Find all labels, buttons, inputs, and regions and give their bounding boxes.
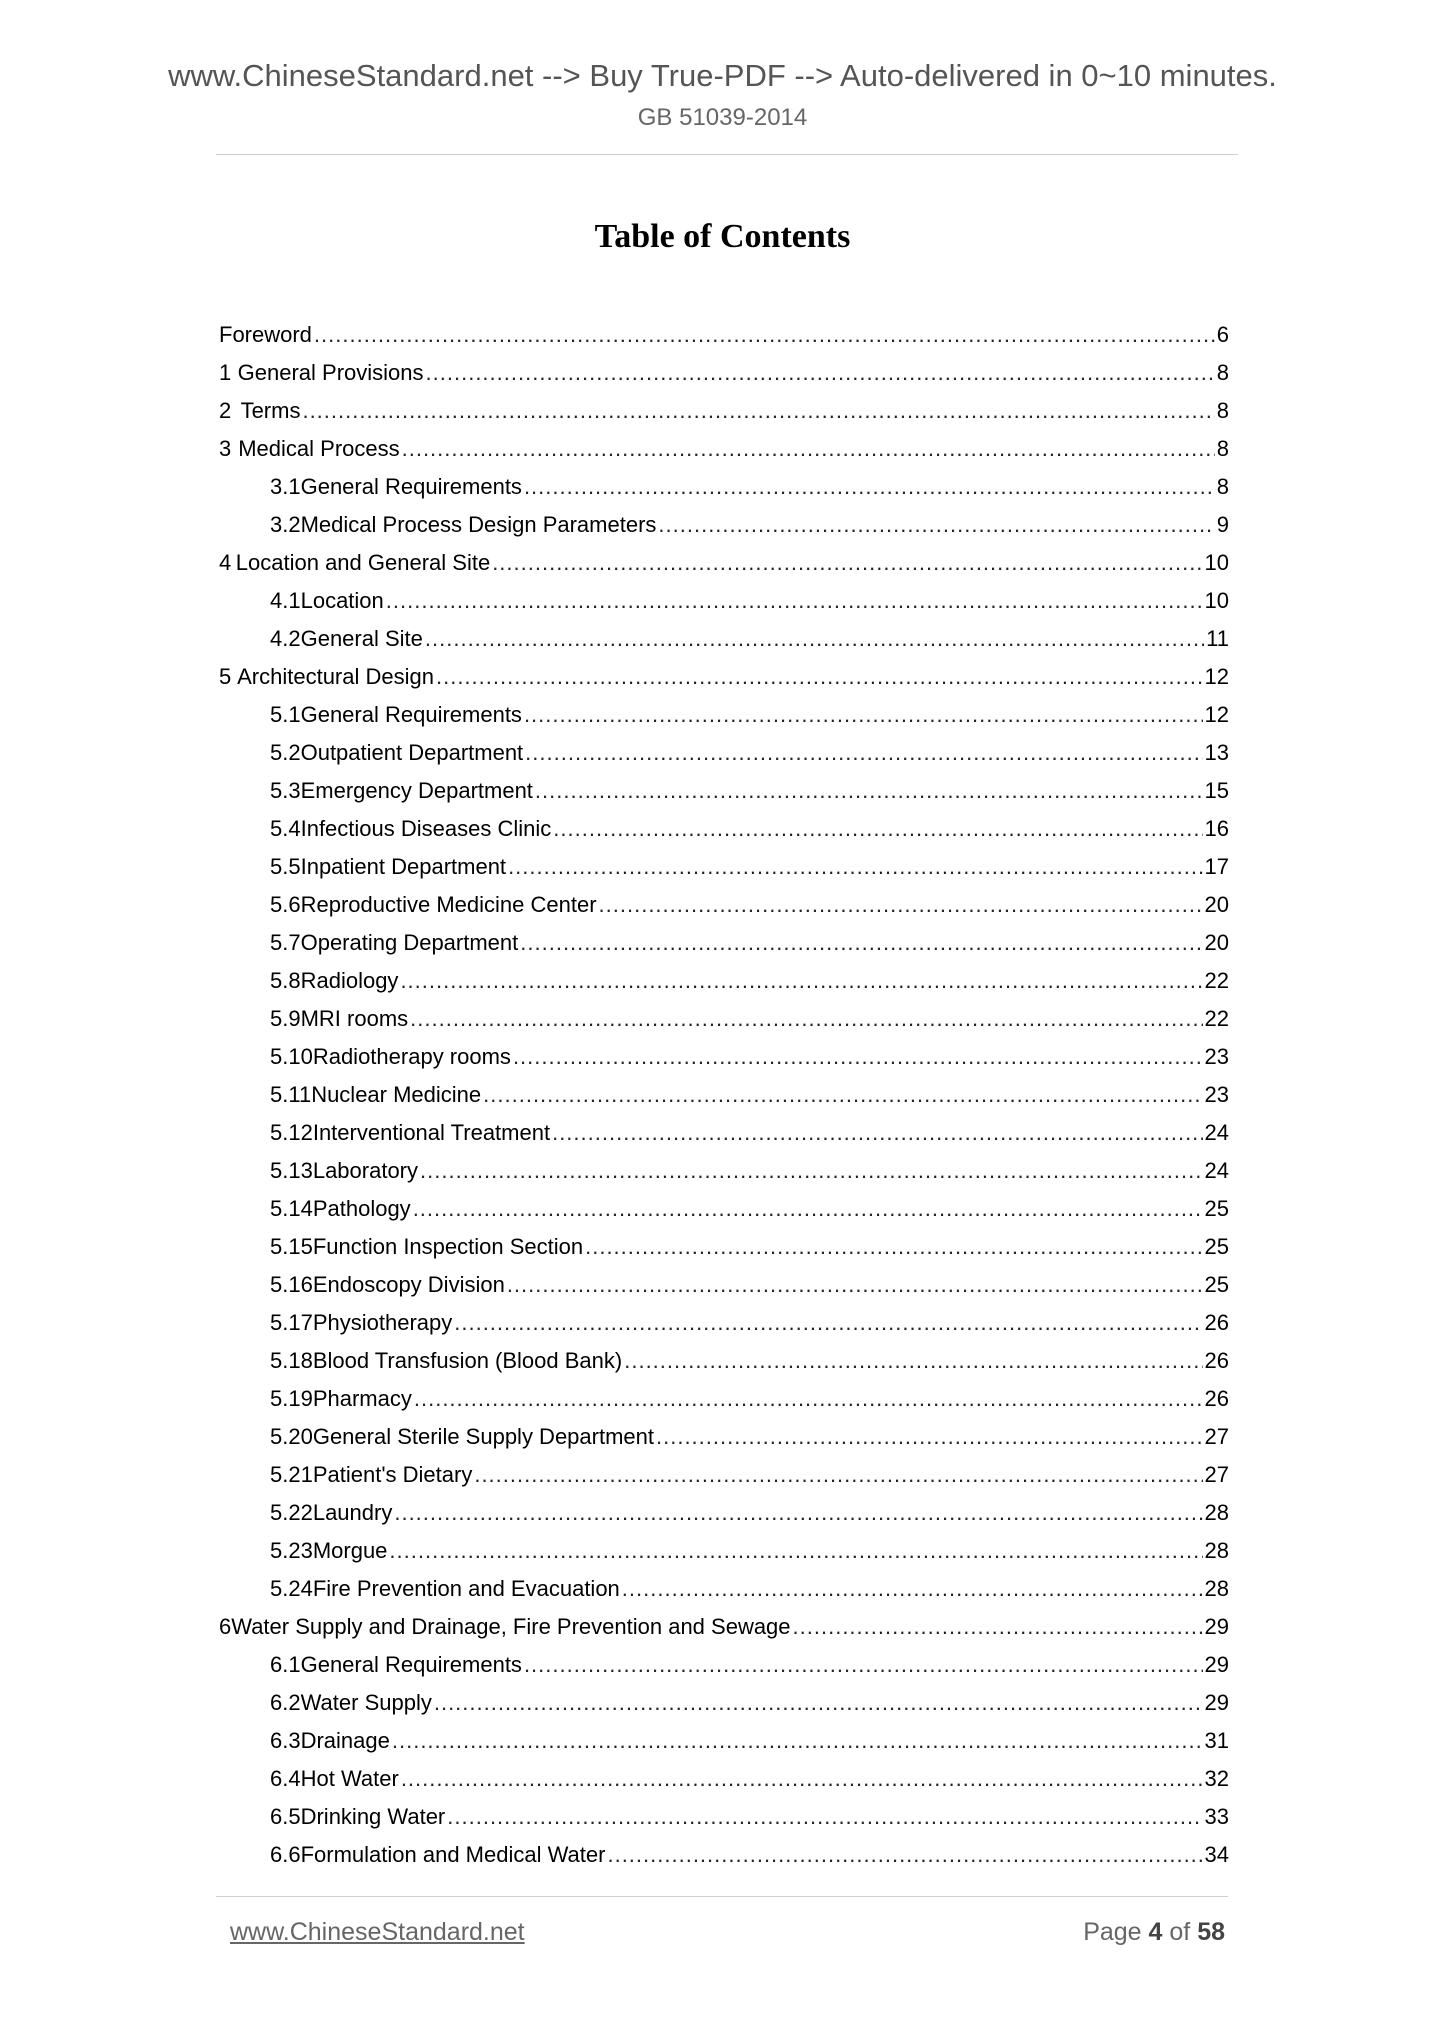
toc-section-number: 5.23 bbox=[270, 1538, 313, 1563]
toc-section-number: 5.15 bbox=[270, 1234, 313, 1259]
toc-section-title: Medical Process bbox=[238, 436, 400, 461]
header-banner: www.ChineseStandard.net --> Buy True-PDF --> Auto-delivered in 0~10 minutes. bbox=[168, 58, 1277, 93]
toc-page-number: 27 bbox=[1204, 1462, 1229, 1487]
toc-page-number: 10 bbox=[1204, 588, 1229, 613]
toc-section-title: Interventional Treatment bbox=[312, 1120, 551, 1145]
toc-dot-leader bbox=[420, 1152, 1203, 1190]
toc-section-number: 3 bbox=[219, 436, 232, 461]
toc-dot-leader bbox=[426, 354, 1215, 392]
toc-section-title: Formulation and Medical Water bbox=[300, 1842, 606, 1867]
toc-section-title: Location and General Site bbox=[235, 550, 491, 575]
toc-section-number: 6.4 bbox=[270, 1766, 301, 1791]
toc-page-number: 28 bbox=[1204, 1500, 1229, 1525]
toc-section-number: 5.12 bbox=[270, 1120, 313, 1145]
toc-section-title: Radiology bbox=[300, 968, 399, 993]
toc-section-number: 5.10 bbox=[270, 1044, 313, 1069]
current-page-number: 4 bbox=[1148, 1918, 1163, 1946]
toc-section-title: General Site bbox=[300, 626, 423, 651]
toc-dot-leader bbox=[314, 316, 1215, 354]
toc-entry[interactable] bbox=[219, 1228, 1229, 1266]
toc-entry[interactable] bbox=[219, 1836, 1229, 1874]
toc-section-number: 5.14 bbox=[270, 1196, 313, 1221]
toc-page-number: 27 bbox=[1204, 1424, 1229, 1449]
toc-section-title: Architectural Design bbox=[237, 664, 434, 689]
toc-section-number: 5.18 bbox=[270, 1348, 313, 1373]
toc-dot-leader bbox=[425, 620, 1204, 658]
toc-entry[interactable] bbox=[219, 316, 1229, 354]
toc-section-title: Nuclear Medicine bbox=[311, 1082, 482, 1107]
toc-page-number: 12 bbox=[1204, 664, 1229, 689]
toc-entry[interactable] bbox=[219, 544, 1229, 582]
toc-section-title: Drainage bbox=[300, 1728, 390, 1753]
toc-dot-leader bbox=[507, 1266, 1203, 1304]
toc-dot-leader bbox=[394, 1494, 1202, 1532]
toc-page-number: 8 bbox=[1216, 474, 1229, 499]
toc-page-number: 8 bbox=[1216, 360, 1229, 385]
toc-page-number: 20 bbox=[1204, 892, 1229, 917]
page-of-label: of bbox=[1162, 1918, 1198, 1946]
toc-page-number: 9 bbox=[1216, 512, 1229, 537]
toc-entry[interactable] bbox=[219, 1076, 1229, 1114]
toc-entry[interactable] bbox=[219, 924, 1229, 962]
toc-dot-leader bbox=[410, 1000, 1202, 1038]
toc-dot-leader bbox=[302, 392, 1214, 430]
toc-entry[interactable] bbox=[219, 772, 1229, 810]
toc-section-title: Morgue bbox=[312, 1538, 388, 1563]
toc-dot-leader bbox=[656, 1418, 1203, 1456]
toc-entry[interactable] bbox=[219, 886, 1229, 924]
toc-dot-leader bbox=[624, 1342, 1202, 1380]
toc-section-number: 2 bbox=[219, 398, 232, 423]
page-prefix: Page bbox=[1083, 1918, 1149, 1946]
toc-page-number: 10 bbox=[1204, 550, 1229, 575]
toc-dot-leader bbox=[454, 1304, 1202, 1342]
toc-entry[interactable] bbox=[219, 430, 1229, 468]
toc-dot-leader bbox=[492, 544, 1202, 582]
toc-section-title: Water Supply bbox=[300, 1690, 432, 1715]
standard-number: GB 51039-2014 bbox=[637, 104, 808, 131]
toc-page-number: 11 bbox=[1206, 626, 1229, 651]
toc-section-title: Operating Department bbox=[300, 930, 519, 955]
toc-section-title: Radiotherapy rooms bbox=[312, 1044, 511, 1069]
toc-entry[interactable] bbox=[219, 962, 1229, 1000]
toc-section-title: Physiotherapy bbox=[312, 1310, 453, 1335]
toc-section-title: Pathology bbox=[312, 1196, 411, 1221]
toc-dot-leader bbox=[508, 848, 1202, 886]
toc-entry[interactable] bbox=[219, 1152, 1229, 1190]
toc-entry[interactable] bbox=[219, 1798, 1229, 1836]
toc-section-title: Foreword bbox=[219, 322, 312, 347]
toc-dot-leader bbox=[585, 1228, 1202, 1266]
toc-page-number: 22 bbox=[1204, 1006, 1229, 1031]
toc-page-number: 25 bbox=[1204, 1234, 1229, 1259]
toc-dot-leader bbox=[552, 1114, 1202, 1152]
toc-dot-leader bbox=[414, 1380, 1203, 1418]
toc-entry[interactable] bbox=[219, 582, 1229, 620]
toc-section-number: 5.4 bbox=[270, 816, 301, 841]
header-divider bbox=[216, 154, 1238, 155]
toc-page-number: 34 bbox=[1204, 1842, 1229, 1867]
toc-page-number: 6 bbox=[1216, 322, 1229, 347]
toc-entry[interactable] bbox=[219, 506, 1229, 544]
toc-entry[interactable] bbox=[219, 1190, 1229, 1228]
toc-dot-leader bbox=[524, 1646, 1203, 1684]
toc-section-title: General Requirements bbox=[300, 1652, 522, 1677]
toc-page-number: 17 bbox=[1204, 854, 1229, 879]
toc-section-number: 5.19 bbox=[270, 1386, 313, 1411]
toc-dot-leader bbox=[392, 1722, 1203, 1760]
page-title: Table of Contents bbox=[594, 218, 851, 255]
toc-dot-leader bbox=[483, 1076, 1202, 1114]
toc-page-number: 24 bbox=[1204, 1158, 1229, 1183]
toc-page-number: 13 bbox=[1204, 740, 1229, 765]
toc-page-number: 26 bbox=[1204, 1386, 1229, 1411]
toc-page-number: 8 bbox=[1216, 436, 1229, 461]
toc-dot-leader bbox=[386, 582, 1203, 620]
toc-section-title: General Sterile Supply Department bbox=[312, 1424, 654, 1449]
toc-entry[interactable] bbox=[219, 696, 1229, 734]
toc-dot-leader bbox=[535, 772, 1203, 810]
toc-section-number: 5.1 bbox=[270, 702, 301, 727]
toc-page-number: 22 bbox=[1204, 968, 1229, 993]
toc-section-title: Outpatient Department bbox=[300, 740, 524, 765]
toc-page-number: 24 bbox=[1204, 1120, 1229, 1145]
toc-entry[interactable] bbox=[219, 1646, 1229, 1684]
toc-entry[interactable] bbox=[219, 392, 1229, 430]
toc-entry[interactable] bbox=[219, 1608, 1229, 1646]
toc-page-number: 16 bbox=[1204, 816, 1229, 841]
toc-dot-leader bbox=[607, 1836, 1202, 1874]
toc-section-number: 5.21 bbox=[270, 1462, 313, 1487]
toc-dot-leader bbox=[520, 924, 1202, 962]
toc-section-number: 5.8 bbox=[270, 968, 301, 993]
toc-section-title: Infectious Diseases Clinic bbox=[300, 816, 552, 841]
toc-dot-leader bbox=[524, 696, 1203, 734]
toc-page-number: 25 bbox=[1204, 1272, 1229, 1297]
toc-page-number: 32 bbox=[1204, 1766, 1229, 1791]
toc-section-title: General Requirements bbox=[300, 702, 522, 727]
toc-page-number: 28 bbox=[1204, 1538, 1229, 1563]
toc-entry[interactable] bbox=[219, 848, 1229, 886]
toc-dot-leader bbox=[389, 1532, 1202, 1570]
toc-section-title: General Provisions bbox=[237, 360, 424, 385]
toc-page-number: 23 bbox=[1204, 1044, 1229, 1069]
toc-page-number: 33 bbox=[1204, 1804, 1229, 1829]
toc-dot-leader bbox=[599, 886, 1203, 924]
footer-website-link[interactable]: www.ChineseStandard.net bbox=[230, 1918, 525, 1946]
toc-section-number: 5.16 bbox=[270, 1272, 313, 1297]
toc-page-number: 26 bbox=[1204, 1310, 1229, 1335]
toc-page-number: 20 bbox=[1204, 930, 1229, 955]
toc-dot-leader bbox=[793, 1608, 1203, 1646]
toc-section-number: 4 bbox=[219, 550, 232, 575]
toc-entry[interactable] bbox=[219, 1532, 1229, 1570]
toc-dot-leader bbox=[474, 1456, 1202, 1494]
toc-section-number: 5.3 bbox=[270, 778, 301, 803]
toc-page-number: 28 bbox=[1204, 1576, 1229, 1601]
total-pages-number: 58 bbox=[1197, 1918, 1225, 1946]
toc-section-number: 5.11 bbox=[270, 1082, 312, 1107]
toc-entry[interactable] bbox=[219, 1684, 1229, 1722]
toc-entry[interactable] bbox=[219, 1342, 1229, 1380]
toc-entry[interactable] bbox=[219, 1722, 1229, 1760]
footer-divider bbox=[216, 1896, 1228, 1897]
toc-section-number: 5.6 bbox=[270, 892, 301, 917]
toc-entry[interactable] bbox=[219, 1304, 1229, 1342]
toc-section-title: General Requirements bbox=[300, 474, 522, 499]
toc-section-number: 5 bbox=[219, 664, 232, 689]
toc-section-title: Emergency Department bbox=[300, 778, 533, 803]
toc-section-number: 4.1 bbox=[270, 588, 301, 613]
toc-page-number: 26 bbox=[1204, 1348, 1229, 1373]
toc-dot-leader bbox=[513, 1038, 1203, 1076]
toc-entry[interactable] bbox=[219, 1760, 1229, 1798]
toc-section-number: 6.2 bbox=[270, 1690, 301, 1715]
toc-page-number: 29 bbox=[1204, 1614, 1229, 1639]
toc-section-title: Reproductive Medicine Center bbox=[300, 892, 597, 917]
toc-dot-leader bbox=[413, 1190, 1203, 1228]
toc-section-title: Medical Process Design Parameters bbox=[300, 512, 657, 537]
toc-entry[interactable] bbox=[219, 1380, 1229, 1418]
toc-section-number: 6.6 bbox=[270, 1842, 301, 1867]
toc-entry[interactable] bbox=[219, 1494, 1229, 1532]
toc-entry[interactable] bbox=[219, 354, 1229, 392]
toc-page-number: 12 bbox=[1204, 702, 1229, 727]
toc-entry[interactable] bbox=[219, 1456, 1229, 1494]
toc-section-title: Function Inspection Section bbox=[312, 1234, 584, 1259]
toc-entry[interactable] bbox=[219, 734, 1229, 772]
toc-section-number: 5.2 bbox=[270, 740, 301, 765]
toc-page-number: 8 bbox=[1216, 398, 1229, 423]
toc-section-title: MRI rooms bbox=[300, 1006, 409, 1031]
toc-page-number: 29 bbox=[1204, 1652, 1229, 1677]
toc-dot-leader bbox=[525, 734, 1202, 772]
table-of-contents bbox=[219, 316, 1229, 1874]
toc-page-number: 25 bbox=[1204, 1196, 1229, 1221]
toc-section-title: Water Supply and Drainage, Fire Prevention and Sewage bbox=[231, 1614, 791, 1639]
page-indicator bbox=[1083, 1918, 1225, 1947]
toc-section-number: 5.5 bbox=[270, 854, 301, 879]
toc-section-number: 3.1 bbox=[270, 474, 301, 499]
toc-section-number: 5.7 bbox=[270, 930, 301, 955]
toc-section-title: Endoscopy Division bbox=[312, 1272, 505, 1297]
toc-section-title: Patient's Dietary bbox=[312, 1462, 473, 1487]
toc-section-number: 5.9 bbox=[270, 1006, 301, 1031]
toc-entry[interactable] bbox=[219, 810, 1229, 848]
toc-entry[interactable] bbox=[219, 1266, 1229, 1304]
toc-dot-leader bbox=[401, 1760, 1203, 1798]
toc-section-number: 1 bbox=[219, 360, 232, 385]
toc-page-number: 31 bbox=[1204, 1728, 1229, 1753]
toc-entry[interactable] bbox=[219, 1000, 1229, 1038]
toc-section-title: Pharmacy bbox=[312, 1386, 412, 1411]
toc-entry[interactable] bbox=[219, 1038, 1229, 1076]
toc-section-number: 6.3 bbox=[270, 1728, 301, 1753]
toc-entry[interactable] bbox=[219, 468, 1229, 506]
toc-section-number: 6.5 bbox=[270, 1804, 301, 1829]
toc-dot-leader bbox=[436, 658, 1203, 696]
toc-entry[interactable] bbox=[219, 620, 1229, 658]
toc-section-number: 4.2 bbox=[270, 626, 301, 651]
toc-entry[interactable] bbox=[219, 1418, 1229, 1456]
toc-entry[interactable] bbox=[219, 658, 1229, 696]
toc-section-title: Terms bbox=[240, 398, 301, 423]
toc-page-number: 15 bbox=[1204, 778, 1229, 803]
toc-dot-leader bbox=[434, 1684, 1203, 1722]
toc-dot-leader bbox=[658, 506, 1214, 544]
toc-entry[interactable] bbox=[219, 1570, 1229, 1608]
toc-section-title: Blood Transfusion (Blood Bank) bbox=[312, 1348, 623, 1373]
toc-dot-leader bbox=[400, 962, 1202, 1000]
toc-entry[interactable] bbox=[219, 1114, 1229, 1152]
toc-section-title: Location bbox=[300, 588, 384, 613]
toc-dot-leader bbox=[524, 468, 1215, 506]
toc-dot-leader bbox=[447, 1798, 1202, 1836]
toc-page-number: 29 bbox=[1204, 1690, 1229, 1715]
toc-section-title: Inpatient Department bbox=[300, 854, 507, 879]
toc-section-number: 5.20 bbox=[270, 1424, 313, 1449]
toc-page-number: 23 bbox=[1204, 1082, 1229, 1107]
toc-section-title: Drinking Water bbox=[300, 1804, 446, 1829]
toc-section-number: 3.2 bbox=[270, 512, 301, 537]
toc-section-number: 5.13 bbox=[270, 1158, 313, 1183]
toc-dot-leader bbox=[622, 1570, 1203, 1608]
toc-section-title: Fire Prevention and Evacuation bbox=[312, 1576, 620, 1601]
toc-dot-leader bbox=[402, 430, 1215, 468]
toc-section-number: 5.24 bbox=[270, 1576, 313, 1601]
toc-section-title: Hot Water bbox=[300, 1766, 399, 1791]
toc-section-title: Laboratory bbox=[312, 1158, 419, 1183]
toc-section-number: 6.1 bbox=[270, 1652, 301, 1677]
toc-section-number: 5.22 bbox=[270, 1500, 313, 1525]
toc-dot-leader bbox=[553, 810, 1202, 848]
toc-section-number: 6 bbox=[219, 1614, 232, 1639]
toc-section-title: Laundry bbox=[312, 1500, 393, 1525]
toc-section-number: 5.17 bbox=[270, 1310, 313, 1335]
